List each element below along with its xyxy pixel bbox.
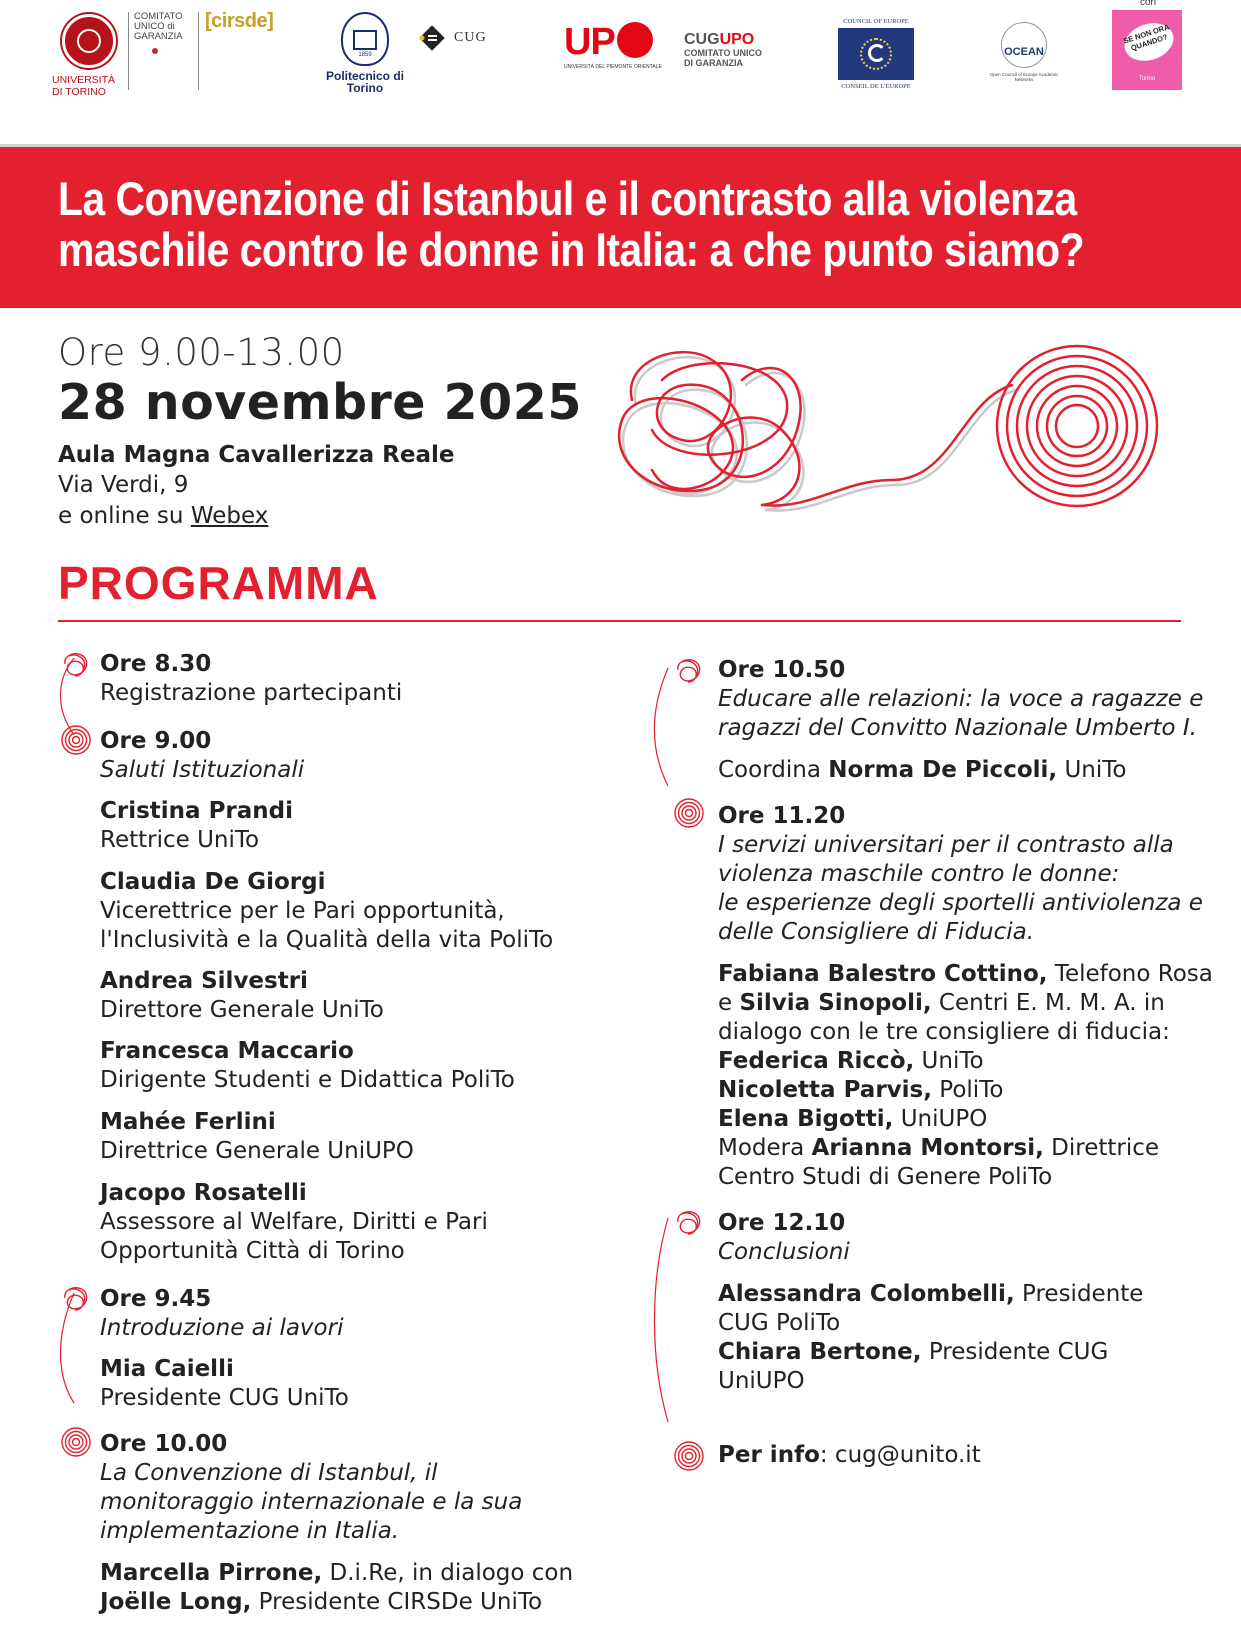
slot-title: Introduzione ai lavori	[100, 1315, 344, 1341]
slot-title: Saluti Istituzionali	[100, 757, 305, 783]
slot-time: Ore 10.50	[718, 657, 846, 683]
speaker-line	[100, 1588, 542, 1617]
upo-label: UP	[564, 21, 615, 63]
upo-sub-label: UNIVERSITÀ DEL PIEMONTE ORIENTALE	[564, 64, 662, 70]
speaker-line	[100, 1559, 573, 1588]
slot-time: Ore 12.10	[718, 1210, 846, 1236]
scribble-marker-icon	[672, 1206, 706, 1240]
speaker-name: Francesca Maccario	[100, 1038, 354, 1064]
snoq-city-label: Torino	[1138, 76, 1156, 82]
speaker-line	[718, 1047, 984, 1076]
speaker-role: Assessore al Welfare, Diritti e Pari	[100, 1209, 488, 1235]
speaker-line: Centro Studi di Genere PoliTo	[718, 1164, 1053, 1190]
speaker-name: Mia Caielli	[100, 1356, 234, 1382]
speaker-name: Andrea Silvestri	[100, 968, 308, 994]
spiral-marker-icon	[672, 1439, 706, 1473]
speaker-role: Centri E. M. M. A. in	[931, 990, 1165, 1016]
unito-label: UNIVERSITÀ DI TORINO	[52, 74, 116, 98]
speaker-role: l'Inclusività e la Qualità della vita PoliTo	[100, 927, 554, 953]
webex-link[interactable]: Webex	[190, 503, 269, 529]
speaker-name: Norma De Piccoli,	[828, 757, 1058, 783]
speaker-name: Joëlle Long,	[100, 1589, 252, 1615]
slot-title: Registrazione partecipanti	[100, 680, 403, 706]
speaker-line	[718, 1280, 1143, 1309]
cug-polito-logo	[418, 24, 498, 54]
coe-bottom-label: CONSEIL DE L'EUROPE	[841, 83, 911, 90]
speaker-line	[718, 1076, 1003, 1105]
event-title-line-1: La Convenzione di Istanbul e il contrasto alla violenza	[58, 172, 1077, 225]
speaker-role: UniUPO	[718, 1368, 805, 1394]
event-date: 28 novembre 2025	[58, 374, 582, 431]
spiral-marker-icon	[59, 1425, 93, 1459]
slot-title: La Convenzione di Istanbul, il	[100, 1460, 438, 1486]
speaker-line	[718, 1105, 987, 1134]
slot-title: le esperienze degli sportelli antiviolenza e	[718, 890, 1203, 916]
moderator-prefix: Modera	[718, 1135, 812, 1161]
ocean-label: OCEAN	[1004, 46, 1044, 58]
logo-divider	[198, 12, 199, 90]
slot-title: implementazione in Italia.	[100, 1518, 400, 1544]
cug-diamond-icon	[418, 24, 446, 52]
slot-time: Ore 8.30	[100, 651, 212, 677]
cug-unito-logo	[134, 12, 194, 54]
speaker-line	[718, 1338, 1108, 1367]
ocean-globe-icon	[1001, 22, 1047, 68]
council-of-europe-logo	[836, 18, 916, 90]
spiral-marker-icon	[59, 723, 93, 757]
speaker-name: Fabiana Balestro Cottino,	[718, 961, 1048, 987]
speaker-role: UniTo	[914, 1048, 984, 1074]
event-address: Via Verdi, 9	[58, 472, 189, 498]
coe-flag-icon	[838, 28, 914, 80]
speaker-name: Federica Riccò,	[718, 1048, 915, 1074]
polito-label: Politecnico di Torino	[325, 69, 404, 95]
event-title-line-2: maschile contro le donne in Italia: a che punto siamo?	[58, 223, 1085, 276]
slot-title: Educare alle relazioni: la voce a ragazze e	[718, 686, 1204, 712]
speaker-role: Presidente CIRSDe UniTo	[251, 1589, 543, 1615]
slot-time: Ore 9.45	[100, 1286, 212, 1312]
speaker-line	[718, 960, 1213, 989]
speaker-role: Opportunità Città di Torino	[100, 1238, 405, 1264]
slot-title: violenza maschile contro le donne:	[718, 861, 1120, 887]
speaker-line	[718, 989, 1165, 1018]
yarn-thread-icon	[612, 340, 1172, 530]
event-title	[58, 172, 1085, 276]
upo-logo	[564, 22, 668, 70]
speaker-role: Presidente CUG	[921, 1339, 1109, 1365]
unito-seal-icon	[62, 14, 116, 68]
snoq-con-label: con	[1139, 0, 1157, 8]
speaker-line: dialogo con le tre consigliere di fiducia:	[718, 1019, 1170, 1045]
speaker-name: Nicoletta Parvis,	[718, 1077, 932, 1103]
info-line	[718, 1441, 981, 1470]
speaker-role: Direttrice	[1043, 1135, 1160, 1161]
speaker-name: Cristina Prandi	[100, 798, 294, 824]
scribble-marker-icon	[59, 1282, 93, 1316]
ocean-sub-label: Open Council of Europe Academic Networks	[989, 72, 1059, 82]
speaker-role: PoliTo	[931, 1077, 1004, 1103]
speaker-role: Vicerettrice per le Pari opportunità,	[100, 898, 505, 924]
speaker-name: Chiara Bertone,	[718, 1339, 922, 1365]
scribble-marker-icon	[672, 654, 706, 688]
speaker-role: D.i.Re, in dialogo con	[322, 1560, 574, 1586]
speaker-role: Presidente	[1014, 1281, 1144, 1307]
title-banner	[0, 144, 1241, 308]
speaker-name: Claudia De Giorgi	[100, 869, 326, 895]
speaker-role: CUG PoliTo	[718, 1310, 841, 1336]
cirsde-label: [cirsde]	[205, 10, 274, 32]
cug-unito-dot-icon	[152, 48, 158, 54]
slot-title: delle Consigliere di Fiducia.	[718, 919, 1035, 945]
polito-crest-icon	[341, 12, 389, 66]
event-venue: Aula Magna Cavallerizza Reale	[58, 442, 455, 468]
cugupo-sub-1: COMITATO UNICO	[684, 48, 762, 58]
speaker-line	[718, 1134, 1159, 1163]
slot-time: Ore 9.00	[100, 728, 212, 754]
speaker-name: Jacopo Rosatelli	[100, 1180, 307, 1206]
info-label: Per info	[718, 1442, 820, 1468]
partner-logos	[0, 0, 1241, 140]
upo-circle-icon	[617, 22, 653, 58]
slot-title: monitoraggio internazionale e la sua	[100, 1489, 523, 1515]
speaker-role: UniTo	[1057, 757, 1127, 783]
speaker-role: Direttrice Generale UniUPO	[100, 1138, 414, 1164]
snoq-bubble-label: SE NON ORA QUANDO?	[1120, 17, 1179, 67]
speaker-name: Marcella Pirrone,	[100, 1560, 323, 1586]
coe-top-label: COUNCIL OF EUROPE	[843, 18, 909, 25]
speaker-name: Elena Bigotti,	[718, 1106, 894, 1132]
cirsde-logo	[205, 10, 285, 38]
speaker-role: Dirigente Studenti e Didattica PoliTo	[100, 1067, 515, 1093]
ocean-logo	[988, 22, 1060, 82]
speaker-name: Alessandra Colombelli,	[718, 1281, 1015, 1307]
speaker-role: Direttore Generale UniTo	[100, 997, 384, 1023]
cug-polito-label: CUG	[454, 30, 487, 45]
speaker-name: Mahée Ferlini	[100, 1109, 276, 1135]
slot-title: ragazzi del Convitto Nazionale Umberto I.	[718, 715, 1197, 741]
snoq-box	[1112, 10, 1182, 90]
spiral-marker-icon	[672, 796, 706, 830]
speaker-name: Arianna Montorsi,	[811, 1135, 1044, 1161]
cugupo-cug-label: CUG	[684, 31, 720, 48]
speaker-role: Telefono Rosa	[1047, 961, 1213, 987]
program-divider	[58, 620, 1181, 622]
polito-logo	[320, 12, 410, 94]
online-prefix: e online su	[58, 503, 191, 529]
info-email[interactable]: : cug@unito.it	[819, 1442, 981, 1468]
speaker-name: Silvia Sinopoli,	[739, 990, 932, 1016]
polito-year: 1859	[358, 52, 372, 58]
slot-time: Ore 11.20	[718, 803, 846, 829]
coordinator-line	[718, 756, 1126, 785]
event-hours: Ore 9.00-13.00	[58, 331, 345, 374]
speaker-role: Rettrice UniTo	[100, 827, 260, 853]
coordinator-prefix: Coordina	[718, 757, 829, 783]
slot-time: Ore 10.00	[100, 1431, 228, 1457]
event-online	[58, 503, 268, 529]
scribble-marker-icon	[59, 648, 93, 682]
speaker-role: UniUPO	[893, 1106, 988, 1132]
logo-divider	[128, 12, 129, 90]
cugupo-sub-2: DI GARANZIA	[684, 58, 743, 68]
slot-title: Conclusioni	[718, 1239, 850, 1265]
cugupo-upo-label: UPO	[719, 31, 755, 48]
snoq-logo	[1112, 0, 1184, 90]
slot-title: I servizi universitari per il contrasto alla	[718, 832, 1174, 858]
program-heading: PROGRAMMA	[58, 557, 379, 609]
speaker-role: Presidente CUG UniTo	[100, 1385, 349, 1411]
cug-unito-label: COMITATO UNICO di GARANZIA	[134, 11, 183, 42]
speaker-prefix: e	[718, 990, 740, 1016]
cugupo-logo	[684, 32, 762, 68]
